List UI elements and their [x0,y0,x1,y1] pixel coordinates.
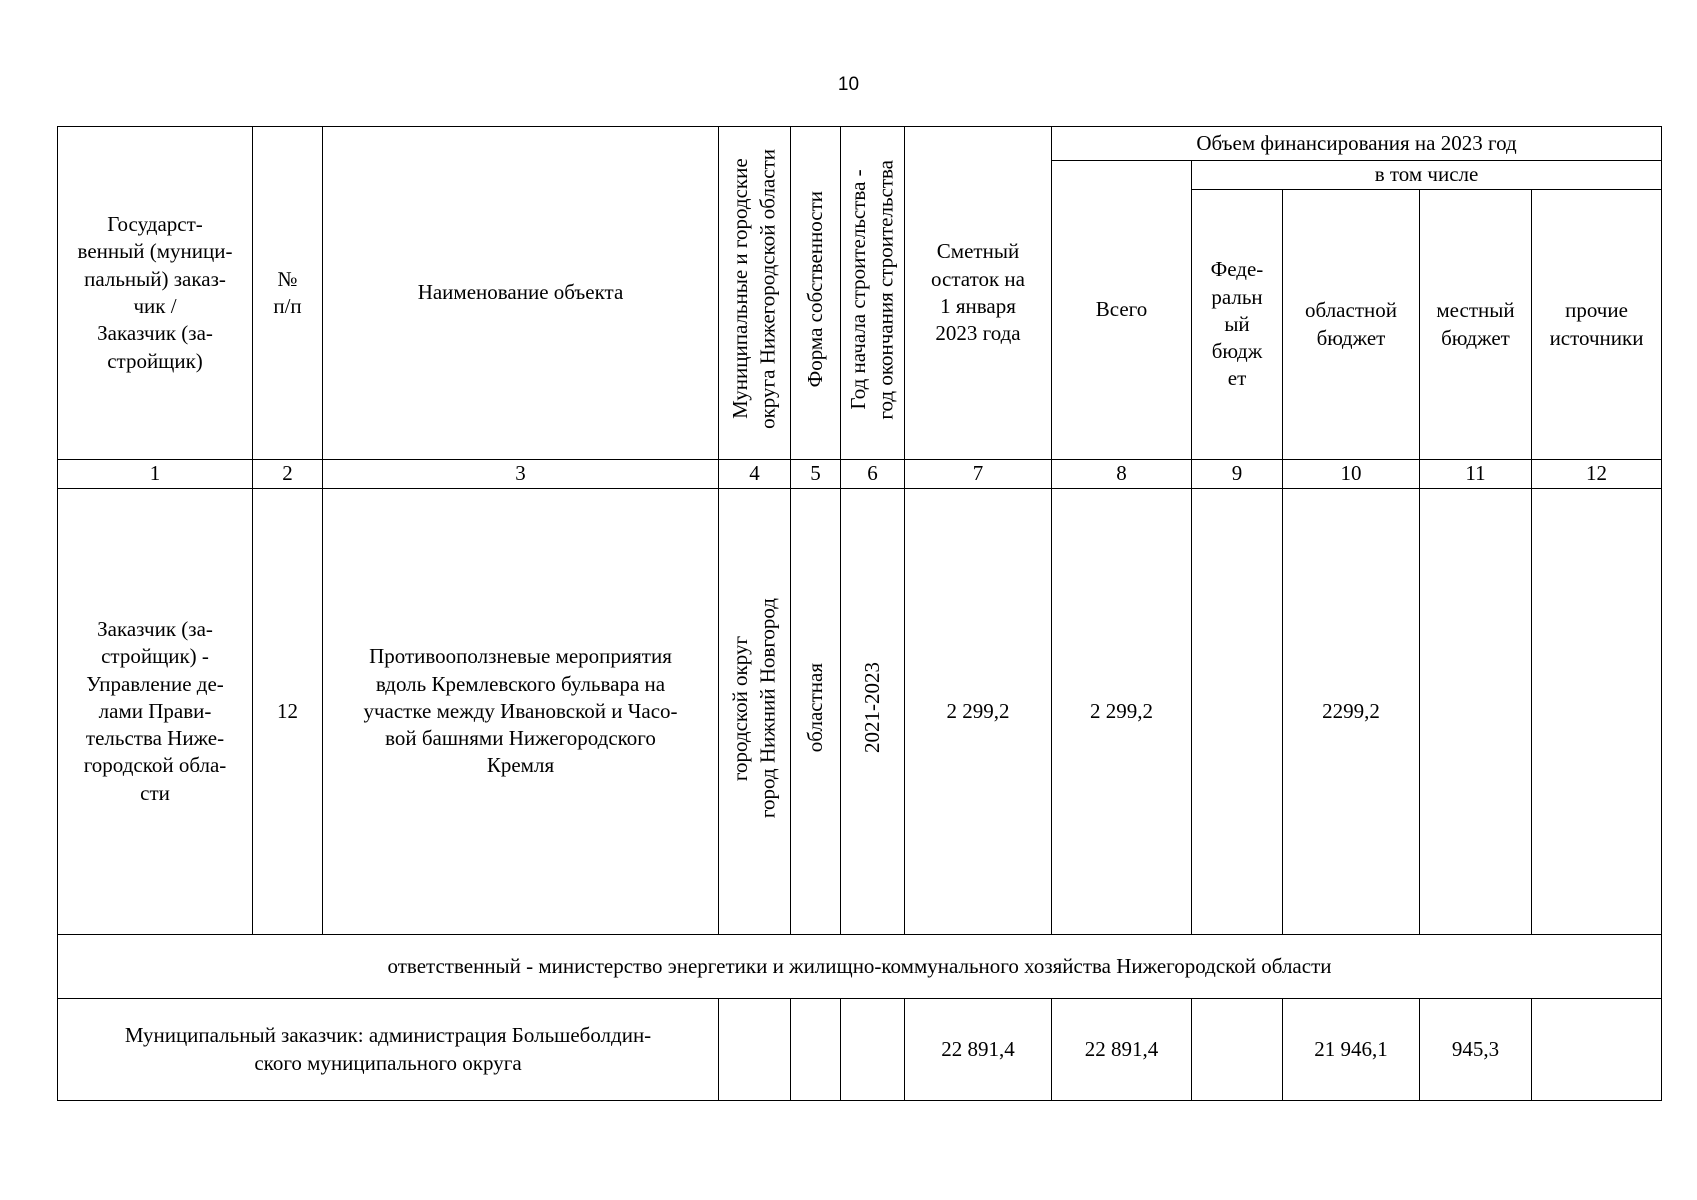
responsible-row [58,935,1662,999]
column-numbers-row [58,460,1662,489]
row2-federal [1192,999,1283,1101]
header-row-1 [58,127,1662,161]
col-number: 3 [323,460,719,489]
row2-customer: Муниципальный заказчик: администрация Большеболдин- ского муниципального округа [58,999,719,1101]
row-balance: 2 299,2 [905,489,1052,935]
header-customer: Государст- венный (муници- пальный) заказ- чик / Заказчик (за- стройщик) [58,127,253,460]
header-funding-title: Объем финансирования на 2023 год [1052,127,1662,161]
row-customer: Заказчик (за- стройщик) - Управление де- лами Прави- тельства Ниже- городской обла- сти [58,489,253,935]
row2-regional: 21 946,1 [1283,999,1420,1101]
row-total: 2 299,2 [1052,489,1192,935]
col-number: 1 [58,460,253,489]
row-other [1532,489,1662,935]
row2-years [841,999,905,1101]
table-row [58,489,1662,935]
row-object-name: Противооползневые мероприятия вдоль Кремлевского бульвара на участке между Ивановской и Часо- вой башнями Нижегородского Кремля [323,489,719,935]
header-federal: Феде- ральн ый бюдж ет [1192,190,1283,460]
header-balance: Сметный остаток на 1 января 2023 года [905,127,1052,460]
row2-ownership [791,999,841,1101]
col-number: 8 [1052,460,1192,489]
row-federal [1192,489,1283,935]
row2-local: 945,3 [1420,999,1532,1101]
col-number: 11 [1420,460,1532,489]
header-including: в том числе [1192,161,1662,190]
col-number: 7 [905,460,1052,489]
col-number: 5 [791,460,841,489]
header-object-name: Наименование объекта [323,127,719,460]
table-row [58,999,1662,1101]
row-district: городской округ город Нижний Новгород [719,489,791,935]
header-ownership: Форма собственности [791,127,841,460]
header-local: местный бюджет [1420,190,1532,460]
financing-table [57,126,1662,1101]
col-number: 4 [719,460,791,489]
row-ownership: областная [791,489,841,935]
row-regional: 2299,2 [1283,489,1420,935]
col-number: 10 [1283,460,1420,489]
row2-balance: 22 891,4 [905,999,1052,1101]
row2-other [1532,999,1662,1101]
col-number: 12 [1532,460,1662,489]
col-number: 9 [1192,460,1283,489]
header-total: Всего [1052,161,1192,460]
header-number: № п/п [253,127,323,460]
row-number: 12 [253,489,323,935]
responsible-text: ответственный - министерство энергетики и жилищно-коммунального хозяйства Нижегородской области [58,935,1662,999]
row-local [1420,489,1532,935]
row-years: 2021-2023 [841,489,905,935]
col-number: 2 [253,460,323,489]
header-regional: областной бюджет [1283,190,1420,460]
row2-district [719,999,791,1101]
col-number: 6 [841,460,905,489]
header-other: прочие источники [1532,190,1662,460]
header-district: Муниципальные и городские округа Нижегородской области [719,127,791,460]
header-years: Год начала строительства - год окончания строительства [841,127,905,460]
row2-total: 22 891,4 [1052,999,1192,1101]
page-number: 10 [837,74,860,95]
